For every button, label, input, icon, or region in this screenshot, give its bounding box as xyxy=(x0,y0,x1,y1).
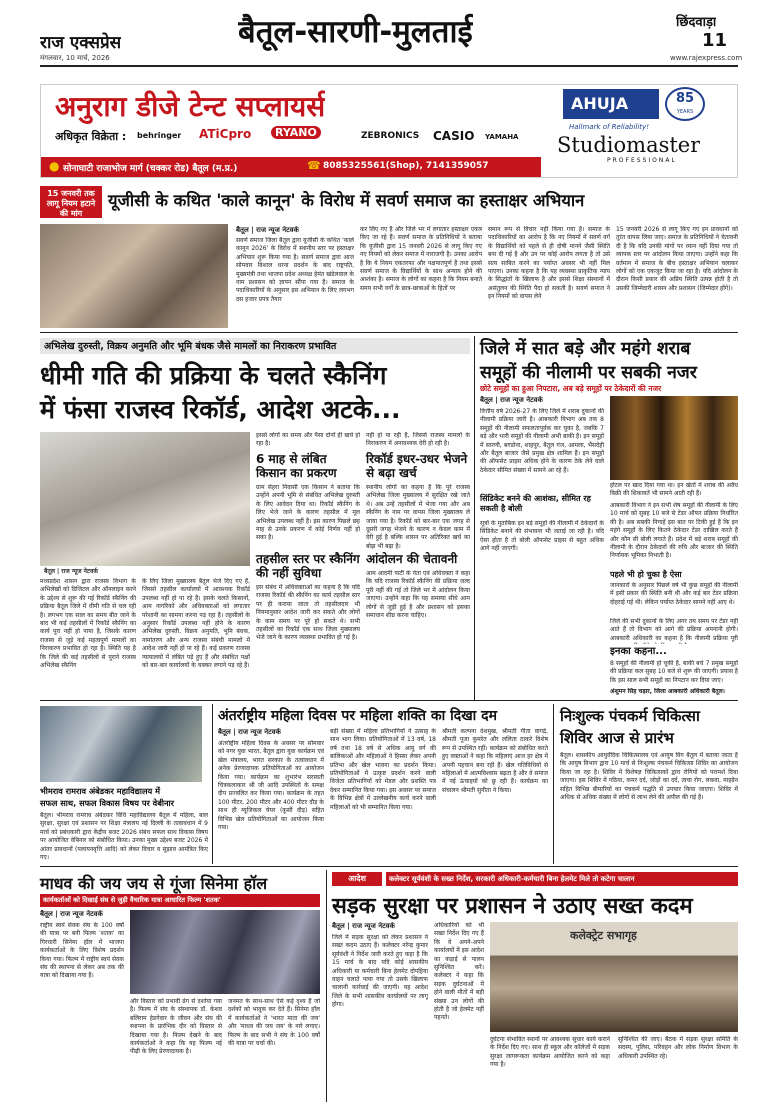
story2-col3-intro: इससे लोगों का समय और पैसा दोनों ही खर्च हो रहा है। xyxy=(256,432,360,448)
story3-quote: 8 समूहों की नीलामी हो चुकी है, बाकी बचे 7 प्रमुख समूहों की प्रक्रिया कल सुबह 10 बजे से शुरू की जाएगी। प्रयास है कि इस साल सभी समूहों का निपटान कर दिया जाए। xyxy=(610,660,738,684)
vertical-rule-1 xyxy=(474,336,475,700)
studiomaster-logo: Studiomaster xyxy=(557,133,701,157)
story2-sub3: रिकॉर्ड इधर-उधर भेजने से बढ़ा खर्च xyxy=(366,452,468,480)
edition-title: बैतूल-सारणी-मुलताई xyxy=(238,14,473,50)
story3-headline-1: जिले में सात बड़े और महंगे शराब xyxy=(480,339,691,359)
brand-yamaha: YAMAHA xyxy=(485,133,519,141)
story7-col2: और विस्तार को प्रभावी ढंग से दर्शाया गया है। फिल्म में संघ के संस्थापक डॉ. केशव बलिराम हेडगेवार के जीवन और संघ की स्थापना के प्रारंभिक दौर को विस्तार से दिखाया गया है। फिल्म देखने के बाद कार्यकर्ताओं ने कहा कि यह फिल्म नई पीढ़ी के लिए प्रेरणादायक है। xyxy=(130,998,222,1056)
story1-badge: 15 जनवरी तक लागू नियम हटाने की मांग xyxy=(40,186,102,218)
vertical-rule-3 xyxy=(553,704,554,864)
ahuja-years-badge xyxy=(665,87,705,121)
ad-address: सोनाघाटी राजाभोज मार्ग (चक्कर रोड) बैतूल (म.प्र.) xyxy=(63,164,238,174)
story8-tag: आदेश xyxy=(332,872,382,886)
issue-date: मंगलवार, 10 मार्च, 2026 xyxy=(40,54,110,62)
ahuja-tagline: Hallmark of Reliability! xyxy=(569,123,650,131)
story2-col4: स्थानीय लोगों का कहना है कि पूरे राजस्व अभिलेख जिला मुख्यालय में सुरक्षित रखे जाते थे। अब उन्हें तहसीलों में भेजा गया और अब स्कैनिंग के नाम पर वापस जिला मुख्यालय ले जाया गया है। रिकॉर्ड को बार-बार एक जगह से दूसरी जगह भेजने के कारण न केवल काम में देरी हुई है बल्कि शासन पर अतिरिक्त खर्च का बोझ भी बढ़ा है। xyxy=(366,484,470,550)
phone-icon: ☎ xyxy=(307,159,321,172)
story3-sub1: सिंडिकेट बनने की आशंका, सीमित रह सकती है बोली xyxy=(480,494,591,513)
story8-col1: जिले में सड़क सुरक्षा को लेकर प्रशासन ने सख्त कदम उठाए हैं। कलेक्टर नरेन्द्र कुमार सूर्यवंशी ने निर्देश जारी करते हुए कहा है कि 15 मार्च के बाद यदि कोई शासकीय अधिकारी या कर्मचारी बिना हेलमेट दोपहिया वाहन चलाते पाया गया तो उसके खिलाफ चालानी कार्रवाई की जाएगी। यह आदेश जिले के सभी शासकीय कार्यालयों पर लागू होगा। xyxy=(332,934,428,1009)
story1-photo xyxy=(40,224,228,328)
rule-3 xyxy=(40,866,738,867)
story2-col4-intro: नहीं हो पा रही है, जिससे राजस्व मामलों के निराकरण में अनावश्यक देरी हो रही है। xyxy=(366,432,470,448)
story2-photo-caption: बैतूल | राज न्यूज नेटवर्क xyxy=(44,568,98,575)
ahuja-wordmark: AHUJA xyxy=(571,94,629,113)
story3-subhead: छोटे समूहों का हुआ निपटारा, अब बड़े समूहों पर ठेकेदारों की नजर xyxy=(480,384,662,393)
ad-shop-name: अनुराग डीजे टेन्ट सप्लायर्स xyxy=(55,90,326,123)
story2-headline-1: धीमी गति की प्रक्रिया के चलते स्कैनिंग xyxy=(40,361,387,390)
story7-headline: माधव की जय जय से गूंजा सिनेमा हॉल xyxy=(40,874,268,893)
story3-col3: जिले की सभी दुकानों के लिए अगर तय समय पर टेंडर नहीं आते हैं तो विभाग को आगे की प्रक्रिया अपनानी होगी। आबकारी अधिकारी का कहना है कि नीलामी प्रक्रिया पूरी xyxy=(610,618,738,642)
story2-col3: ग्राम सेहरा निवासी एक किसान ने बताया कि उन्होंने अपनी भूमि से संबंधित अभिलेख दुरुस्ती के लिए आवेदन दिया था। रिकॉर्ड स्कैनिंग के लिए भेजे जाने के कारण तहसील में मूल अभिलेख उपलब्ध नहीं हैं। इस कारण पिछले छह माह से उनके प्रकरण में कोई निर्णय नहीं हो सका है। xyxy=(256,484,360,542)
website-url: www.rajexpress.com xyxy=(670,54,743,62)
brand-casio: CASIO xyxy=(433,129,475,143)
story1-headline: यूजीसी के कथित 'काले कानून' के विरोध में सवर्ण समाज का हस्ताक्षर अभियान xyxy=(108,191,585,210)
story1-col1: सवर्ण समाज जिला बैतूल द्वारा यूजीसी के कथित 'काले कानून 2026' के विरोध में स्थानीय स्तर पर हस्ताक्षर अभियान शुरू किया गया है। सवर्ण समाज द्वारा आज सोमवार विशाल धरना प्रदर्शन के बाद राष्ट्रपति, मुख्यमंत्री तथा भाजपा प्रदेश अध्यक्ष हेमंत खंडेलवाल के नाम प्रशासन को ज्ञापन सौंपा गया है। समाज के पदाधिकारियों के अनुसार इस अभियान के लिए लगभग दस हजार प्रपत्र तैयार xyxy=(236,237,354,303)
story2-photo xyxy=(40,432,250,566)
story2-col3b: इस संबंध में अधिवक्ताओं का कहना है कि यदि राजस्व रिकॉर्ड की स्कैनिंग का कार्य तहसील स्तर पर ही कराया जाता तो तहसीलदार भी नियमानुसार आदेश जारी कर सकते और लोगों के काम समय पर पूरे हो सकते थे। सभी तहसीलों का रिकॉर्ड एक साथ जिला मुख्यालय भेजे जाने के कारण व्यवस्था प्रभावित हो गई है। xyxy=(256,584,360,642)
story8-col4: सुनिश्चित की जाए। बैठक में सड़क सुरक्षा समिति के सदस्य, पुलिस, परिवहन और लोक निर्माण विभाग के अधिकारी उपस्थित रहे। xyxy=(618,1036,738,1060)
story2-col1: मध्यप्रदेश शासन द्वारा राजस्व विभाग के अभिलेखों को डिजिटल और ऑनलाइन करने के उद्देश्य से शुरू की गई रिकॉर्ड स्कैनिंग की प्रक्रिया बैतूल जिले में धीमी गति से चल रही है। लगभग एक साल का समय बीत जाने के बाद भी कई तहसीलों में रिकॉर्ड स्कैनिंग का कार्य पूरा नहीं हो पाया है, जिसके कारण राजस्व से जुड़े कई महत्वपूर्ण मामलों का निराकरण प्रभावित हो रहा है। स्थिति यह है कि जिले की कई तहसीलों से पुराने राजस्व अभिलेख स्कैनिंग xyxy=(40,578,136,670)
advertisement xyxy=(40,84,738,178)
story8-headline: सड़क सुरक्षा पर प्रशासन ने उठाए सख्त कदम xyxy=(332,894,693,919)
story2-sub4: आंदोलन की चेतावनी xyxy=(366,552,458,566)
ahuja-logo xyxy=(563,89,659,119)
story2-sub2: तहसील स्तर पर स्कैनिंग की नहीं सुविधा xyxy=(256,552,360,580)
story1-col2: कर लिए गए हैं और जिले भर में लगातार हस्ताक्षर एकत्र किए जा रहे हैं। सवर्ण समाज के प्रतिनिधियों ने बताया कि यूजीसी द्वारा 15 जनवरी 2026 से लागू किए गए नए नियमों को लेकर समाज में नाराजगी है। उनका आरोप है कि ये नियम एकतरफा और पक्षपातपूर्ण हैं तथा इससे सवर्ण समाज के विद्यार्थियों के साथ अन्याय होने की आशंका है। समाज के लोगों का कहना है कि नियम बनाते समय सभी वर्गों के छात्र-छात्राओं के हितों पर xyxy=(360,226,482,292)
story6-headline-2: शिविर आज से प्रारंभ xyxy=(560,729,674,747)
ad-phone: 8085325561(Shop), 7141359057 xyxy=(323,161,489,171)
story8-photo-banner: कलेक्ट्रेट सभागृह xyxy=(570,929,637,942)
story2-headline-2: में फंसा राजस्व रिकॉर्ड, आदेश अटके... xyxy=(40,395,401,424)
story3-headline-2: समूहों की नीलामी पर सबकी नजर xyxy=(480,363,697,383)
story8-photo xyxy=(490,922,738,1032)
page-number: 11 xyxy=(702,30,728,51)
story4-headline-2: सफल साथ, सफल विकास विषय पर वेबीनार xyxy=(40,798,175,808)
ahuja-years-label: YEARS xyxy=(676,109,694,115)
story3-col2: आबकारी विभाग ने इन सभी शेष समूहों की नीलामी के लिए 10 मार्च को सुबह 10 बजे से टेंडर ऑफर प्रक्रिया निर्धारित की है। अब सबकी निगाहें इस बात पर टिकी हुई हैं कि इन महंगे समूहों के लिए कितने ठेकेदार टेंडर दाखिल करते हैं और कौन सी बोली लगाते हैं। प्रदेश में बड़े शराब समूहों की नीलामी के दौरान ठेकेदारों की रुचि और बाजार की स्थिति निर्णायक भूमिका निभाती है। xyxy=(610,502,738,560)
story3-col1b: सूत्रों के मुताबिक इन बड़े समूहों की नीलामी में ठेकेदारों के सिंडिकेट बनाने की संभावना भी जताई जा रही है। यदि ऐसा होता है तो बोली ऑफसेट प्राइस से बहुत अधिक आगे नहीं जाएगी। xyxy=(480,520,604,553)
story2-kicker: अभिलेख दुरुस्ती, विक्रय अनुमति और भूमि बंधक जैसे मामलों का निराकरण प्रभावित xyxy=(40,338,470,354)
story7-subbanner: कार्यकर्ताओं को दिखाई संघ से जुड़ी वैचारिक यात्रा आधारित फिल्म 'शतक' xyxy=(40,894,320,907)
story2-col4b: आम आदमी पार्टी के नेता एवं अधिवक्ता ने कहा कि यदि राजस्व रिकॉर्ड स्कैनिंग की प्रक्रिया जल्द पूरी नहीं की गई तो जिले भर में आंदोलन किया जाएगा। उन्होंने कहा कि यह समस्या सीधे आम लोगों से जुड़ी हुई है और प्रशासन को इसका समाधान शीघ्र करना चाहिए। xyxy=(366,570,470,620)
story3-byline: बैतूल | राज न्यूज नेटवर्क xyxy=(480,396,543,404)
story2-col2: के लिए जिला मुख्यालय बैतूल भेजे दिए गए हैं, जिससे तहसील कार्यालयों में आवश्यक रिकॉर्ड उपलब्ध नहीं हो पा रहे हैं। इसके चलते किसानों, आम नागरिकों और अधिवक्ताओं को लगातार परेशानी का सामना करना पड़ रहा है। तहसीलों के अनुसार रिकॉर्ड उपलब्ध नहीं होने के कारण अभिलेख दुरुस्ती, विक्रय अनुमति, भूमि बंधक, नामांतरण और अन्य राजस्व संबंधी मामलों में आदेश जारी नहीं हो पा रहे हैं। कई प्रकरण राजस्व न्यायालयों में लंबित पड़े हुए हैं और संबंधित पक्षों को बार-बार कार्यालयों के चक्कर लगाने पड़ रहे हैं। xyxy=(142,578,250,670)
story4-body: बैतूल। भीमराव रामराव अंबेडकर विधि महाविद्यालय बैतूल में महिला, बाल सुरक्षा, सुरक्षा एवं प्रशासन पर शिक्षा मंत्रालय नई दिल्ली के तत्वावधान में 9 मार्च को प्रबंधकारी द्वारा केंद्रीय बजट 2026 संबंध सफल साथ विकास विषय पर आयोजित वेबिनार को संबोधित किया। उनका मुख्य उद्देश्य बजट 2026 में आंतर प्रावधानों (पलायनवृत्ति आदि) को लेकर विचार व सुझाव आमंत्रित किए गए। xyxy=(40,812,208,862)
studiomaster-sub: PROFESSIONAL xyxy=(607,157,677,164)
story3-quote-author: अंशुमन सिंह चढ़ार, जिला आबकारी अधिकारी बैतूल। xyxy=(610,688,725,695)
rule-1 xyxy=(40,332,738,333)
location-pin-icon: ● xyxy=(49,159,60,173)
story8-col2: अधिकारियों को भी सख्त निर्देश दिए गए हैं कि वे अपने-अपने कार्यालयों में इस आदेश का कड़ाई से पालन सुनिश्चित करें। कलेक्टर ने कहा कि सड़क दुर्घटनाओं में होने वाली मौतों में बड़ी संख्या उन लोगों की होती है जो हेलमेट नहीं पहनते। xyxy=(434,922,484,1022)
story3-col1: वित्तीय वर्ष 2026-27 के लिए जिले में शराब दुकानों की नीलामी प्रक्रिया जारी है। आबकारी विभाग अब तक 8 समूहों की नीलामी सफलतापूर्वक कर चुका है, जबकि 7 बड़े और भारी समूहों की नीलामी अभी बाकी है। इन समूहों में सारणी, बगडोना, शाहपुर, बैतूल गंज, आमला, भैंसदेही और बैतूल बाजार जैसे प्रमुख क्षेत्र शामिल हैं। इन समूहों की ऑफसेट प्राइस अधिक होने के कारण ठेके लेने वाले ठेकेदार सीमित संख्या में सामने आ रहे हैं। xyxy=(480,408,604,474)
story3-photo-caption: होटल पर खाद दिया गया था। इन खेतों में शराब की अवैध बिक्री की शिकायतें भी सामने आती रही हैं। xyxy=(610,482,738,498)
ahuja-years-number: 85 xyxy=(675,91,695,106)
story8-byline: बैतूल | राज न्यूज नेटवर्क xyxy=(332,922,395,930)
story8-kicker: कलेक्टर सूर्यवंशी के सख्त निर्देश, सरकारी अधिकारी-कर्मचारी बिना हेलमेट मिले तो कटेगा चालान xyxy=(386,872,738,886)
ad-address-bar xyxy=(41,157,541,177)
story3-sub3: इनका कहना... xyxy=(610,646,667,657)
story1-col4: 15 जनवरी 2026 से लागू किए गए इन प्रावधानों को तुरंत वापस लिया जाए। समाज के प्रतिनिधियों ने चेतावनी दी है कि यदि उनकी मांगों पर ध्यान नहीं दिया गया तो व्यापक स्तर पर आंदोलन किया जाएगा। उन्होंने कहा कि वर्तमान में समाज के बीच हस्ताक्षर अभियान चलाकर लोगों को एक एकजुट किया जा रहा है। यदि आंदोलन के दौरान किसी प्रकार की अप्रिय स्थिति उत्पन्न होती है तो उसकी जिम्मेदारी शासन और प्रशासन (जिम्मेदार होंगे)। xyxy=(616,226,738,292)
story5-col3: श्रीमती कल्पना देशमुख, श्रीमती गीता वागद्रे, श्रीमती पूजा कुमरेत और ललिता ठाकरे विशेष रूप से उपस्थित रहीं। कार्यक्रम को संबोधित करते हुए वक्ताओं ने कहा कि महिलाएं आज हर क्षेत्र में अपनी पहचान बना रही हैं। खेल गतिविधियों से महिलाओं में आत्मविश्वास बढ़ता है और वे समाज में नई ऊंचाइयों को छू रही हैं। कार्यक्रम का संचालन श्रीमती सुनीता ने किया। xyxy=(442,728,548,794)
story4-headline-1: भीमराव रामराव अंबेडकर महाविद्यालय में xyxy=(40,786,161,796)
ad-authorized-label: अधिकृत विक्रेता : xyxy=(55,130,127,143)
masthead-rule xyxy=(40,65,738,67)
story4-photo xyxy=(40,706,202,782)
ad-brand-row xyxy=(133,125,533,149)
masthead xyxy=(0,0,778,80)
story7-col1: राष्ट्रीय स्वयं सेवक संघ के 100 वर्षों की यात्रा पर बनी फिल्म 'शतक' का गिरधारी सिनेमा हॉल में भाजपा कार्यकर्ताओं के लिए विशेष प्रदर्शन किया गया। फिल्म में राष्ट्रीय स्वयं सेवक संघ की स्थापना से लेकर अब तक की यात्रा को दिखाया गया है। xyxy=(40,922,124,980)
story7-photo xyxy=(130,910,320,994)
story8-col3: दुर्घटना संभावित स्थानों पर आवश्यक सुधार कार्य कराने के निर्देश दिए गए। साथ ही स्कूल और कॉलेजों में सड़क सुरक्षा जागरूकता कार्यक्रम आयोजित करने को कहा गया है। xyxy=(490,1036,610,1069)
city-name: छिंदवाड़ा xyxy=(676,15,717,30)
story1-col3: समान रूप से विचार नहीं किया गया है। समाज के पदाधिकारियों का आरोप है कि नए नियमों में सवर्ण वर्ग के विद्यार्थियों को पहले से ही दोषी मानने जैसी स्थिति बना दी गई है और उन पर कोई आरोप लगता है तो उसे सत्य साबित करने का पर्याप्त अवसर भी नहीं मिल पाएगा। उनका कहना है कि यह व्यवस्था प्राकृतिक न्याय के सिद्धांतों के खिलाफ है और इससे शिक्षा संस्थानों में असंतुलन की स्थिति पैदा हो सकती है। सवर्ण समाज ने इन नियमों को वापस लेने xyxy=(488,226,610,301)
story1-byline: बैतूल | राज न्यूज नेटवर्क xyxy=(236,226,299,234)
story5-col2: बड़ी संख्या में महिला प्रतिभागियों ने उत्साह के साथ भाग लिया। प्रतियोगिताओं में 13 वर्ष, 18 वर्ष तथा 18 वर्ष से अधिक आयु वर्ग की बालिकाओं और महिलाओं ने हिस्सा लेकर अपनी प्रतिभा और खेल भावना का प्रदर्शन किया। प्रतियोगिताओं में उत्कृष्ट प्रदर्शन करने वाली विजेता प्रतिभागियों को मेडल और प्रशस्ति पत्र देकर सम्मानित किया गया। इस अवसर पर समाज के विभिन्न क्षेत्रों में उल्लेखनीय कार्य करने वाली महिलाओं को भी सम्मानित किया गया। xyxy=(330,728,436,811)
story3-sub2: पहले भी हो चुका है ऐसा xyxy=(610,570,682,579)
story7-col3: जनमत के साथ-साथ ऐसे कई दृश्य हैं जो दर्शकों को भावुक कर देते हैं। सिनेमा हॉल में कार्यकर्ताओं ने 'भारत माता की जय' और 'माधव की जय जय' के नारे लगाए। फिल्म के बाद सभी ने संघ के 100 वर्षों की यात्रा पर चर्चा की। xyxy=(228,998,320,1048)
story3-photo xyxy=(610,396,738,480)
story6-body: बैतूल। शासकीय आयुर्वेदिक चिकित्सालय एवं आयुष विंग बैतूल में बताया जाता है कि आयुष विभाग द्वारा 10 मार्च से निःशुल्क पंचकर्म चिकित्सा शिविर का आयोजन किया जा रहा है। शिविर में विशेषज्ञ चिकित्सकों द्वारा रोगियों को परामर्श दिया जाएगा। इस शिविर में गठिया, कमर दर्द, जोड़ों का दर्द, त्वचा रोग, लकवा, माइग्रेन सहित विभिन्न बीमारियों का पंचकर्म पद्धति से उपचार किया जाएगा। शिविर में अधिक से अधिक संख्या में लोगों से लाभ लेने की अपील की गई है। xyxy=(560,752,738,802)
vertical-rule-2 xyxy=(212,704,213,864)
vertical-rule-4 xyxy=(326,870,327,1102)
story5-byline: बैतूल | राज न्यूज नेटवर्क xyxy=(218,728,281,736)
story7-byline: बैतूल | राज न्यूज नेटवर्क xyxy=(40,910,103,918)
story2-sub1: 6 माह से लंबित किसान का प्रकरण xyxy=(256,452,337,480)
story6-headline-1: निःशुल्क पंचकर्म चिकित्सा xyxy=(560,707,700,725)
brand-behringer: behringer xyxy=(137,131,182,140)
rule-2 xyxy=(40,700,738,701)
brand-zebronics: ZEBRONICS xyxy=(361,131,420,141)
story5-col1: अंतर्राष्ट्रीय महिला दिवस के अवसर पर सोमवार को नगर युवा भारत, बैतूल द्वारा युवा कार्यक्रम एवं खेल मंत्रालय, भारत सरकार के तत्वावधान में अनेक प्रेरणादायक प्रतियोगिताओं का आयोजन किया गया। कार्यक्रम का शुभारंभ सरस्वती चित्रकलाकार श्री जी आदि उपस्थितों के समक्ष दीप प्रज्वलित कर किया गया। कार्यक्रम के तहत 100 मीटर, 200 मीटर और 400 मीटर दौड़ के साथ ही म्यूजिकल चेयर (कुर्सी दौड़) सहित विभिन्न खेल प्रतियोगिताओं का आयोजन किया गया। xyxy=(218,740,324,832)
brand-aticpro: ATiCpro xyxy=(199,127,252,141)
brand-name: राज एक्सप्रेस xyxy=(40,33,122,53)
brand-ryano: RYANO xyxy=(271,126,321,139)
story3-col2b: जानकारों के अनुसार पिछले वर्ष भी कुछ समूहों की नीलामी में इसी प्रकार की स्थिति बनी थी और कई बार टेंडर प्रक्रिया दोहराई गई थी। लेकिन पर्याप्त ठेकेदार सामने नहीं आए थे। xyxy=(610,582,738,606)
story5-headline: अंतर्राष्ट्रीय महिला दिवस पर महिला शक्ति का दिखा दम xyxy=(218,708,497,724)
